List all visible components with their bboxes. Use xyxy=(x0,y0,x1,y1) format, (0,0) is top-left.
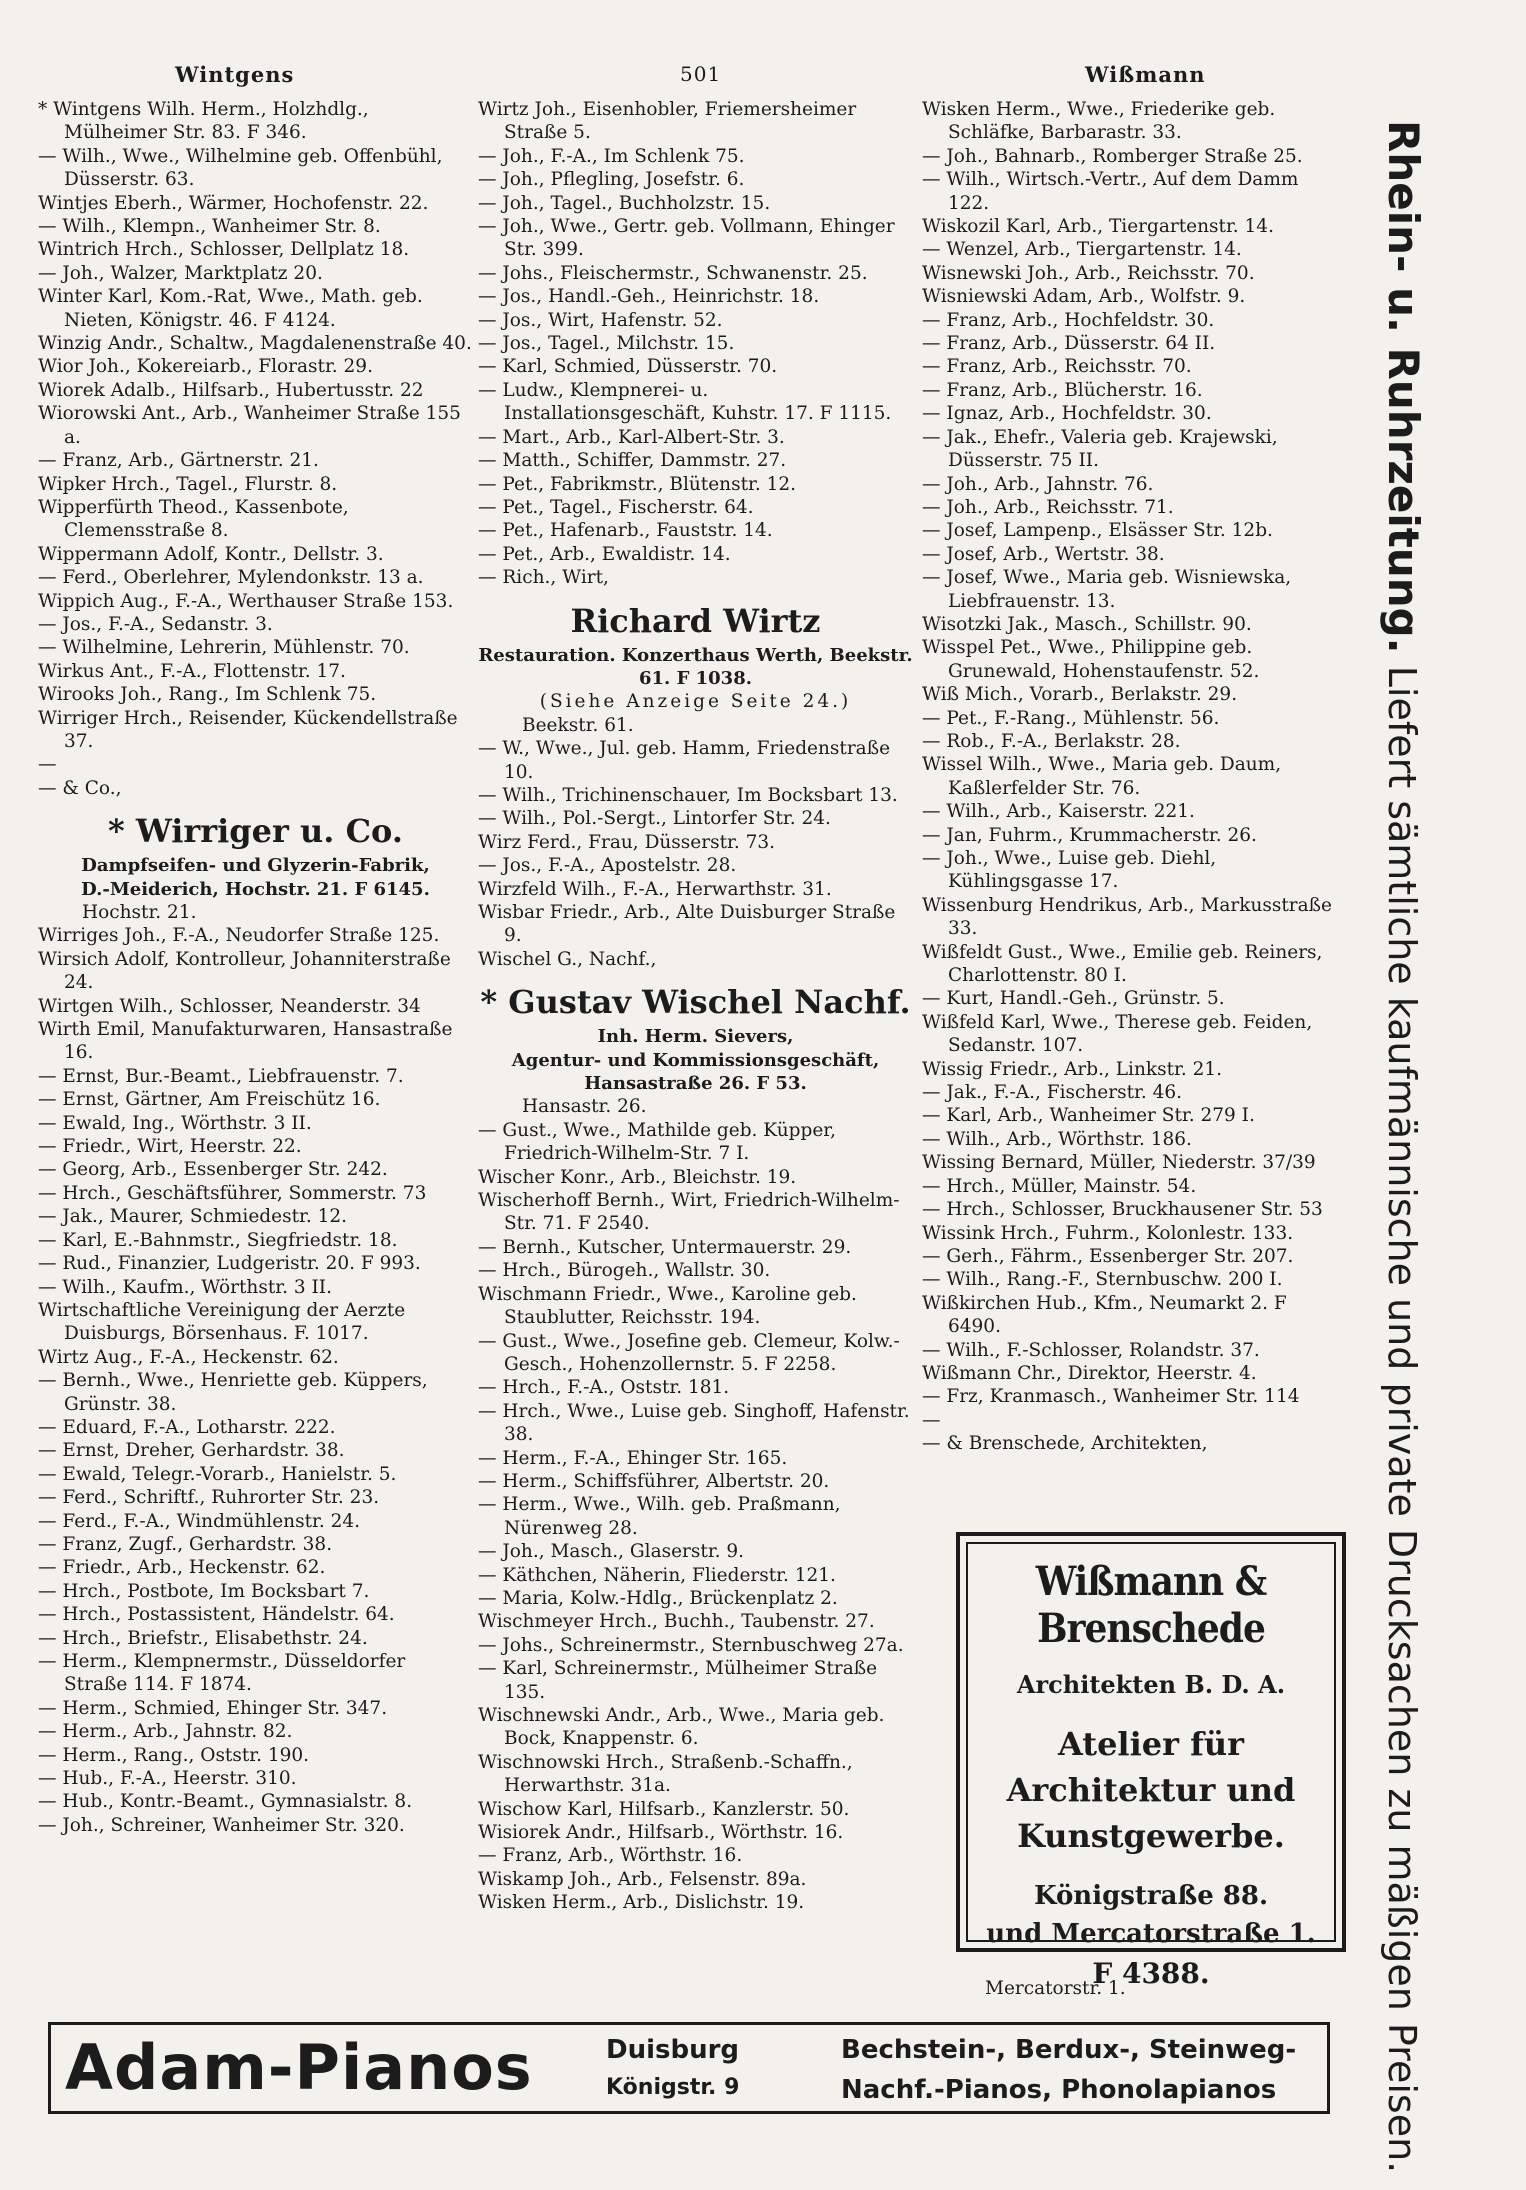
directory-entry: * Wintgens Wilh. Herm., Holzhdlg., Mülheimer Str. 83. F 346. xyxy=(38,99,369,144)
directory-entry: — Jos., Wirt, Hafenstr. 52. xyxy=(478,309,723,331)
directory-entry: — Wilh., Pol.-Sergt., Lintorfer Str. 24. xyxy=(478,808,831,830)
directory-entry: Wintrich Hrch., Schlosser, Dellplatz 18. xyxy=(38,239,410,261)
directory-entry: Wisken Herm., Arb., Dislichstr. 19. xyxy=(478,1892,805,1914)
directory-entry: — Pet., Tagel., Fischerstr. 64. xyxy=(478,496,754,518)
header-right-keyword: Wißmann xyxy=(1085,62,1206,87)
directory-entry: — Hrch., Postassistent, Händelstr. 64. xyxy=(38,1604,395,1626)
directory-entry: — Wilh., Klempn., Wanheimer Str. 8. xyxy=(38,216,381,238)
directory-entry: Wischmeyer Hrch., Buchh., Taubenstr. 27. xyxy=(478,1611,875,1633)
directory-entry: — Herm., Rang., Oststr. 190. xyxy=(38,1744,310,1766)
directory-entry: — Wilh., Kaufm., Wörthstr. 3 II. xyxy=(38,1276,332,1298)
display-heading: * Wirriger u. Co. xyxy=(108,812,403,851)
directory-entry: — Karl, Schmied, Düsserstr. 70. xyxy=(478,356,778,378)
directory-entry: — Hrch., Briefstr., Elisabethstr. 24. xyxy=(38,1627,368,1649)
directory-entry: Wischow Karl, Hilfsarb., Kanzlerstr. 50. xyxy=(478,1798,850,1820)
directory-entry: — Herm., Schiffsführer, Albertstr. 20. xyxy=(478,1470,830,1492)
directory-entry: Wirzfeld Wilh., F.-A., Herwarthstr. 31. xyxy=(478,878,832,900)
directory-entry: — Wilh., Wwe., Wilhelmine geb. Offenbühl, Düsserstr. 63. xyxy=(38,145,443,191)
directory-entry: Winter Karl, Kom.-Rat, Wwe., Math. geb. Nieten, Königstr. 46. F 4124. xyxy=(38,286,423,331)
display-subheading: Dampfseifen- und Glyzerin-Fabrik, xyxy=(81,855,430,877)
directory-entry: — Wilhelmine, Lehrerin, Mühlenstr. 70. xyxy=(38,637,410,659)
directory-entry: — Bernh., Kutscher, Untermauerstr. 29. xyxy=(478,1236,852,1258)
directory-entry: Wischnewski Andr., Arb., Wwe., Maria geb. Bock, Knappenstr. 6. xyxy=(478,1705,885,1750)
directory-entry: Wisotzki Jak., Masch., Schillstr. 90. xyxy=(922,613,1252,635)
directory-entry: Wiß Mich., Vorarb., Berlakstr. 29. xyxy=(922,684,1238,706)
directory-entry: — Pet., Hafenarb., Fauststr. 14. xyxy=(478,520,773,542)
adam-pianos-advertisement xyxy=(48,2022,1330,2114)
directory-entry: Wiorek Adalb., Hilfsarb., Hubertusstr. 22 xyxy=(38,379,424,401)
adam-city: Duisburg xyxy=(606,2035,740,2065)
directory-entry: Wior Joh., Kokereiarb., Florastr. 29. xyxy=(38,356,373,378)
directory-entry: — Wilh., F.-Schlosser, Rolandstr. 37. xyxy=(922,1339,1260,1361)
directory-entry: — Hrch., Müller, Mainstr. 54. xyxy=(922,1175,1197,1197)
ad-address-2: und Mercatorstraße 1. xyxy=(986,1919,1316,1949)
directory-entry: — Karl, E.-Bahnmstr., Siegfriedstr. 18. xyxy=(38,1229,398,1251)
directory-entry: — Joh., F.-A., Im Schlenk 75. xyxy=(478,145,745,167)
directory-entry: — Joh., Tagel., Buchholzstr. 15. xyxy=(478,192,771,214)
directory-entry: Wiorowski Ant., Arb., Wanheimer Straße 155 a. xyxy=(38,403,461,448)
directory-entry: — Eduard, F.-A., Lotharstr. 222. xyxy=(38,1416,336,1438)
directory-entry: — Ewald, Ing., Wörthstr. 3 II. xyxy=(38,1112,312,1134)
directory-entry: — Joh., Wwe., Gertr. geb. Vollmann, Ehinger Str. 399. xyxy=(478,216,895,261)
directory-entry: Wisiorek Andr., Hilfsarb., Wörthstr. 16. xyxy=(478,1822,844,1844)
address-line: Hochstr. 21. xyxy=(82,902,197,923)
directory-entry: Wisnewski Joh., Arb., Reichsstr. 70. xyxy=(922,262,1255,284)
display-subheading: Restauration. Konzerthaus Werth, Beekstr. 61. F 1038. xyxy=(478,644,913,689)
display-subheading: Inh. Herm. Sievers, xyxy=(597,1026,794,1048)
directory-entry: — Franz, Arb., Düsserstr. 64 II. xyxy=(922,333,1216,355)
directory-column-3 xyxy=(922,98,1342,1456)
page-number: 501 xyxy=(680,62,722,86)
directory-entry: Wissing Bernard, Müller, Niederstr. 37/39 xyxy=(922,1152,1316,1174)
directory-entry: Wirtz Aug., F.-A., Heckenstr. 62. xyxy=(38,1346,339,1368)
directory-entry: — Jan, Fuhrm., Krummacherstr. 26. xyxy=(922,824,1257,846)
directory-entry: Wiskozil Karl, Arb., Tiergartenstr. 14. xyxy=(922,216,1274,238)
directory-entry: Wirz Ferd., Frau, Düsserstr. 73. xyxy=(478,831,776,853)
directory-entry: — Josef, Lampenp., Elsässer Str. 12b. xyxy=(922,520,1273,542)
directory-entry: — Herm., Schmied, Ehinger Str. 347. xyxy=(38,1697,388,1719)
directory-entry: — Franz, Arb., Hochfeldstr. 30. xyxy=(922,309,1215,331)
directory-entry: Wischel G., Nachf., xyxy=(478,948,657,970)
directory-entry: — Pet., F.-Rang., Mühlenstr. 56. xyxy=(922,707,1220,729)
directory-entry: — & Co., xyxy=(38,777,122,799)
directory-entry: — Herm., Klempnermstr., Düsseldorfer Straße 114. F 1874. xyxy=(38,1651,406,1696)
directory-entry: Wischer Konr., Arb., Bleichstr. 19. xyxy=(478,1166,797,1188)
directory-column-2 xyxy=(478,98,913,1915)
directory-entry: — Herm., Wwe., Wilh. geb. Praßmann, Nürenweg 28. xyxy=(478,1494,841,1539)
ad-address-note: Mercatorstr. 1. xyxy=(985,1978,1126,1999)
directory-entry: — Kurt, Handl.-Geh., Grünstr. 5. xyxy=(922,988,1225,1010)
adam-brand: Adam-Pianos xyxy=(65,2031,533,2104)
directory-entry: — Ludw., Klempnerei- u. Installationsgeschäft, Kuhstr. 17. F 1115. xyxy=(478,379,892,425)
directory-entry: Wissig Friedr., Arb., Linkstr. 21. xyxy=(922,1058,1223,1080)
directory-entry: — Pet., Arb., Ewaldistr. 14. xyxy=(478,543,731,565)
directory-entry: — Franz, Arb., Blücherstr. 16. xyxy=(922,379,1203,401)
directory-entry: — Hrch., Bürogeh., Wallstr. 30. xyxy=(478,1260,771,1282)
directory-entry: — Hrch., Schlosser, Bruckhausener Str. 53 xyxy=(922,1199,1323,1221)
directory-entry: — Ernst, Dreher, Gerhardstr. 38. xyxy=(38,1440,345,1462)
display-subheading: Agentur- und Kommissionsgeschäft, Hansastraße 26. F 53. xyxy=(511,1049,880,1095)
directory-entry: — Ewald, Telegr.-Vorarb., Hanielstr. 5. xyxy=(38,1463,397,1485)
address-line: Beekstr. 61. xyxy=(522,714,634,736)
separator-dash: — xyxy=(922,1409,941,1431)
directory-entry: Wisniewski Adam, Arb., Wolfstr. 9. xyxy=(922,286,1246,308)
directory-entry: — Karl, Schreinermstr., Mülheimer Straße 135. xyxy=(478,1658,878,1703)
directory-entry: Wischmann Friedr., Wwe., Karoline geb. Staublutter, Reichsstr. 194. xyxy=(478,1283,857,1329)
directory-entry: — Hrch., F.-A., Oststr. 181. xyxy=(478,1377,730,1399)
directory-entry: — Hrch., Wwe., Luise geb. Singhoff, Hafenstr. 38. xyxy=(478,1400,910,1446)
adam-street: Königstr. 9 xyxy=(606,2075,740,2100)
side-advertisement xyxy=(1379,120,1428,2173)
directory-entry: Wisbar Friedr., Arb., Alte Duisburger Straße 9. xyxy=(478,902,896,947)
directory-entry: — Friedr., Arb., Heckenstr. 62. xyxy=(38,1557,326,1579)
directory-entry: Wintjes Eberh., Wärmer, Hochofenstr. 22. xyxy=(38,192,429,214)
directory-entry: — Käthchen, Näherin, Fliederstr. 121. xyxy=(478,1564,836,1586)
directory-entry: Wirth Emil, Manufakturwaren, Hansastraße 16. xyxy=(38,1019,453,1064)
directory-entry: Wiskamp Joh., Arb., Felsenstr. 89a. xyxy=(478,1868,807,1890)
directory-entry: — Mart., Arb., Karl-Albert-Str. 3. xyxy=(478,426,785,448)
directory-entry: Wischnowski Hrch., Straßenb.-Schaffn., Herwarthstr. 31a. xyxy=(478,1751,853,1797)
ad-phone: F 4388. xyxy=(1092,1957,1210,1990)
directory-entry: — Bernh., Wwe., Henriette geb. Küppers, Grünstr. 38. xyxy=(38,1370,428,1415)
directory-entry: Wirriges Joh., F.-A., Neudorfer Straße 125. xyxy=(38,925,440,947)
directory-entry: — Jos., Tagel., Milchstr. 15. xyxy=(478,333,735,355)
directory-entry: — Maria, Kolw.-Hdlg., Brückenplatz 2. xyxy=(478,1587,838,1609)
directory-entry: — Joh., Schreiner, Wanheimer Str. 320. xyxy=(38,1814,405,1836)
side-slogan: Liefert sämtliche kaufmännische und private Drucksachen zu mäßigen Preisen. xyxy=(1380,665,1424,2174)
directory-entry: Wirtschaftliche Vereinigung der Aerzte Duisburgs, Börsenhaus. F. 1017. xyxy=(38,1299,406,1345)
separator-dash: — xyxy=(38,754,57,776)
directory-entry: — Jak., Ehefr., Valeria geb. Krajewski, Düsserstr. 75 II. xyxy=(922,426,1278,472)
directory-entry: Wirtz Joh., Eisenhobler, Friemersheimer Straße 5. xyxy=(478,99,857,144)
directory-entry: — Gerh., Fährm., Essenberger Str. 207. xyxy=(922,1245,1294,1267)
directory-entry: — Ernst, Gärtner, Am Freischütz 16. xyxy=(38,1089,381,1111)
directory-entry: Wipperfürth Theod., Kassenbote, Clemensstraße 8. xyxy=(38,496,349,542)
directory-entry: Wippich Aug., F.-A., Werthauser Straße 153. xyxy=(38,590,454,612)
ad-subtitle: Architekten B. D. A. xyxy=(1016,1670,1286,1699)
header-left-keyword: Wintgens xyxy=(175,62,295,87)
directory-entry: — Rich., Wirt, xyxy=(478,567,609,589)
directory-entry: Wischerhoff Bernh., Wirt, Friedrich-Wilhelm-Str. 71. F 2540. xyxy=(478,1190,900,1235)
directory-entry: — Johs., Schreinermstr., Sternbuschweg 27a. xyxy=(478,1634,904,1656)
display-subheading: D.-Meiderich, Hochstr. 21. F 6145. xyxy=(81,878,430,900)
directory-entry: — Rud., Finanzier, Ludgeristr. 20. F 993. xyxy=(38,1253,421,1275)
directory-entry: — Franz, Zugf., Gerhardstr. 38. xyxy=(38,1533,333,1555)
directory-entry: — Matth., Schiffer, Dammstr. 27. xyxy=(478,450,787,472)
adam-line-2: Nachf.-Pianos, Phonolapianos xyxy=(841,2075,1277,2105)
page-header xyxy=(0,54,1526,94)
ad-address-1: Königstraße 88. xyxy=(1033,1881,1269,1911)
display-heading: * Gustav Wischel Nachf. xyxy=(480,983,911,1022)
directory-entry: — Gust., Wwe., Josefine geb. Clemeur, Kolw.-Gesch., Hohenzollernstr. 5. F 2258. xyxy=(478,1330,900,1375)
directory-entry: Wirriger Hrch., Reisender, Kückendellstraße 37. xyxy=(38,707,458,752)
see-reference: (Siehe Anzeige Seite 24.) xyxy=(539,691,852,713)
directory-entry: — Joh., Masch., Glaserstr. 9. xyxy=(478,1541,745,1563)
directory-entry: — Jos., Handl.-Geh., Heinrichstr. 18. xyxy=(478,286,820,308)
directory-entry: — Franz, Arb., Reichsstr. 70. xyxy=(922,356,1192,378)
directory-entry: — Hub., F.-A., Heerstr. 310. xyxy=(38,1768,297,1790)
directory-entry: — Karl, Arb., Wanheimer Str. 279 I. xyxy=(922,1105,1255,1127)
directory-entry: — Josef, Arb., Wertstr. 38. xyxy=(922,543,1165,565)
side-brand: Rhein- u. Ruhrzeitung. xyxy=(1379,120,1428,654)
directory-entry: Wissel Wilh., Wwe., Maria geb. Daum, Kaßlerfelder Str. 76. xyxy=(922,754,1282,799)
directory-entry: Wißkirchen Hub., Kfm., Neumarkt 2. F 6490. xyxy=(922,1292,1287,1338)
directory-entry: — Jak., F.-A., Fischerstr. 46. xyxy=(922,1082,1183,1104)
adam-line-1: Bechstein-, Berdux-, Steinweg- xyxy=(841,2035,1297,2065)
directory-entry: — Franz, Arb., Wörthstr. 16. xyxy=(478,1845,743,1867)
directory-entry: Wisspel Pet., Wwe., Philippine geb. Grunewald, Hohenstaufenstr. 52. xyxy=(922,637,1260,682)
directory-entry: — Joh., Arb., Jahnstr. 76. xyxy=(922,473,1154,495)
directory-entry: — Hrch., Postbote, Im Bocksbart 7. xyxy=(38,1580,370,1602)
directory-entry: Wissenburg Hendrikus, Arb., Markusstraße 33. xyxy=(922,894,1332,940)
directory-entry: Wirtgen Wilh., Schlosser, Neanderstr. 34 xyxy=(38,995,421,1017)
directory-entry: — Pet., Fabrikmstr., Blütenstr. 12. xyxy=(478,473,797,495)
directory-entry: — Wilh., Arb., Kaiserstr. 221. xyxy=(922,801,1195,823)
directory-entry: Wissink Hrch., Fuhrm., Kolonlestr. 133. xyxy=(922,1222,1294,1244)
address-line: Hansastr. 26. xyxy=(522,1096,647,1118)
directory-entry: Wißfeld Karl, Wwe., Therese geb. Feiden, Sedanstr. 107. xyxy=(922,1011,1313,1057)
directory-entry: — Ferd., Oberlehrer, Mylendonkstr. 13 a. xyxy=(38,567,424,589)
directory-entry: — Gust., Wwe., Mathilde geb. Küpper, Friedrich-Wilhelm-Str. 7 I. xyxy=(478,1119,836,1165)
directory-entry: — Herm., F.-A., Ehinger Str. 165. xyxy=(478,1447,788,1469)
directory-entry: Wippermann Adolf, Kontr., Dellstr. 3. xyxy=(38,543,384,565)
directory-entry: — Joh., Pflegling, Josefstr. 6. xyxy=(478,169,745,191)
directory-entry: — Ferd., F.-A., Windmühlenstr. 24. xyxy=(38,1510,361,1532)
display-heading: Richard Wirtz xyxy=(570,601,821,640)
directory-entry: — Rob., F.-A., Berlakstr. 28. xyxy=(922,730,1181,752)
ad-title: Wißmann & Brenschede xyxy=(1035,1558,1267,1652)
directory-entry: — Joh., Wwe., Luise geb. Diehl, Kühlingsgasse 17. xyxy=(922,848,1217,893)
directory-entry: Wipker Hrch., Tagel., Flurstr. 8. xyxy=(38,473,338,495)
directory-entry: Wisken Herm., Wwe., Friederike geb. Schläfke, Barbarastr. 33. xyxy=(922,99,1276,144)
directory-entry: — Joh., Walzer, Marktplatz 20. xyxy=(38,262,323,284)
directory-entry: Wirkus Ant., F.-A., Flottenstr. 17. xyxy=(38,660,346,682)
directory-entry: — Hub., Kontr.-Beamt., Gymnasialstr. 8. xyxy=(38,1791,413,1813)
directory-entry: — Wilh., Wirtsch.-Vertr., Auf dem Damm 122. xyxy=(922,169,1299,214)
directory-entry: — Franz, Arb., Gärtnerstr. 21. xyxy=(38,450,319,472)
directory-entry: — Herm., Arb., Jahnstr. 82. xyxy=(38,1721,293,1743)
directory-entry: — Wilh., Arb., Wörthstr. 186. xyxy=(922,1128,1192,1150)
directory-entry: — Josef, Wwe., Maria geb. Wisniewska, Liebfrauenstr. 13. xyxy=(922,567,1292,612)
directory-entry: — Ferd., Schriftf., Ruhrorter Str. 23. xyxy=(38,1487,380,1509)
directory-column-1 xyxy=(38,98,473,1837)
ad-atelier: Atelier für Architektur und Kunstgewerbe. xyxy=(1006,1725,1296,1855)
directory-entry: — Ignaz, Arb., Hochfeldstr. 30. xyxy=(922,403,1212,425)
directory-entry: — Georg, Arb., Essenberger Str. 242. xyxy=(38,1159,388,1181)
directory-entry: — Wenzel, Arb., Tiergartenstr. 14. xyxy=(922,239,1242,261)
directory-entry: — Jos., F.-A., Apostelstr. 28. xyxy=(478,855,737,877)
directory-entry: — Hrch., Geschäftsführer, Sommerstr. 73 xyxy=(38,1182,427,1204)
directory-entry: — Wilh., Rang.-F., Sternbuschw. 200 I. xyxy=(922,1269,1283,1291)
directory-entry: — Jak., Maurer, Schmiedestr. 12. xyxy=(38,1206,347,1228)
directory-entry: Wißmann Chr., Direktor, Heerstr. 4. xyxy=(922,1362,1257,1384)
directory-entry: — Ernst, Bur.-Beamt., Liebfrauenstr. 7. xyxy=(38,1065,404,1087)
directory-entry: — Wilh., Trichinenschauer, Im Bocksbart 13. xyxy=(478,784,898,806)
directory-entry: — W., Wwe., Jul. geb. Hamm, Friedenstraße 10. xyxy=(478,738,891,783)
directory-entry: Wißfeldt Gust., Wwe., Emilie geb. Reiners, Charlottenstr. 80 I. xyxy=(922,941,1323,987)
directory-entry: — Joh., Bahnarb., Romberger Straße 25. xyxy=(922,145,1303,167)
directory-entry: — Johs., Fleischermstr., Schwanenstr. 25. xyxy=(478,262,868,284)
directory-entry: — Jos., F.-A., Sedanstr. 3. xyxy=(38,613,273,635)
directory-entry: — & Brenschede, Architekten, xyxy=(922,1433,1208,1455)
directory-entry: — Joh., Arb., Reichsstr. 71. xyxy=(922,496,1174,518)
directory-entry: — Friedr., Wirt, Heerstr. 22. xyxy=(38,1136,302,1158)
directory-entry: Winzig Andr., Schaltw., Magdalenenstraße 40. xyxy=(38,333,472,355)
directory-entry: — Frz, Kranmasch., Wanheimer Str. 114 xyxy=(922,1386,1300,1408)
directory-entry: Wirooks Joh., Rang., Im Schlenk 75. xyxy=(38,684,377,706)
directory-entry: Wirsich Adolf, Kontrolleur, Johanniterstraße 24. xyxy=(38,948,451,994)
